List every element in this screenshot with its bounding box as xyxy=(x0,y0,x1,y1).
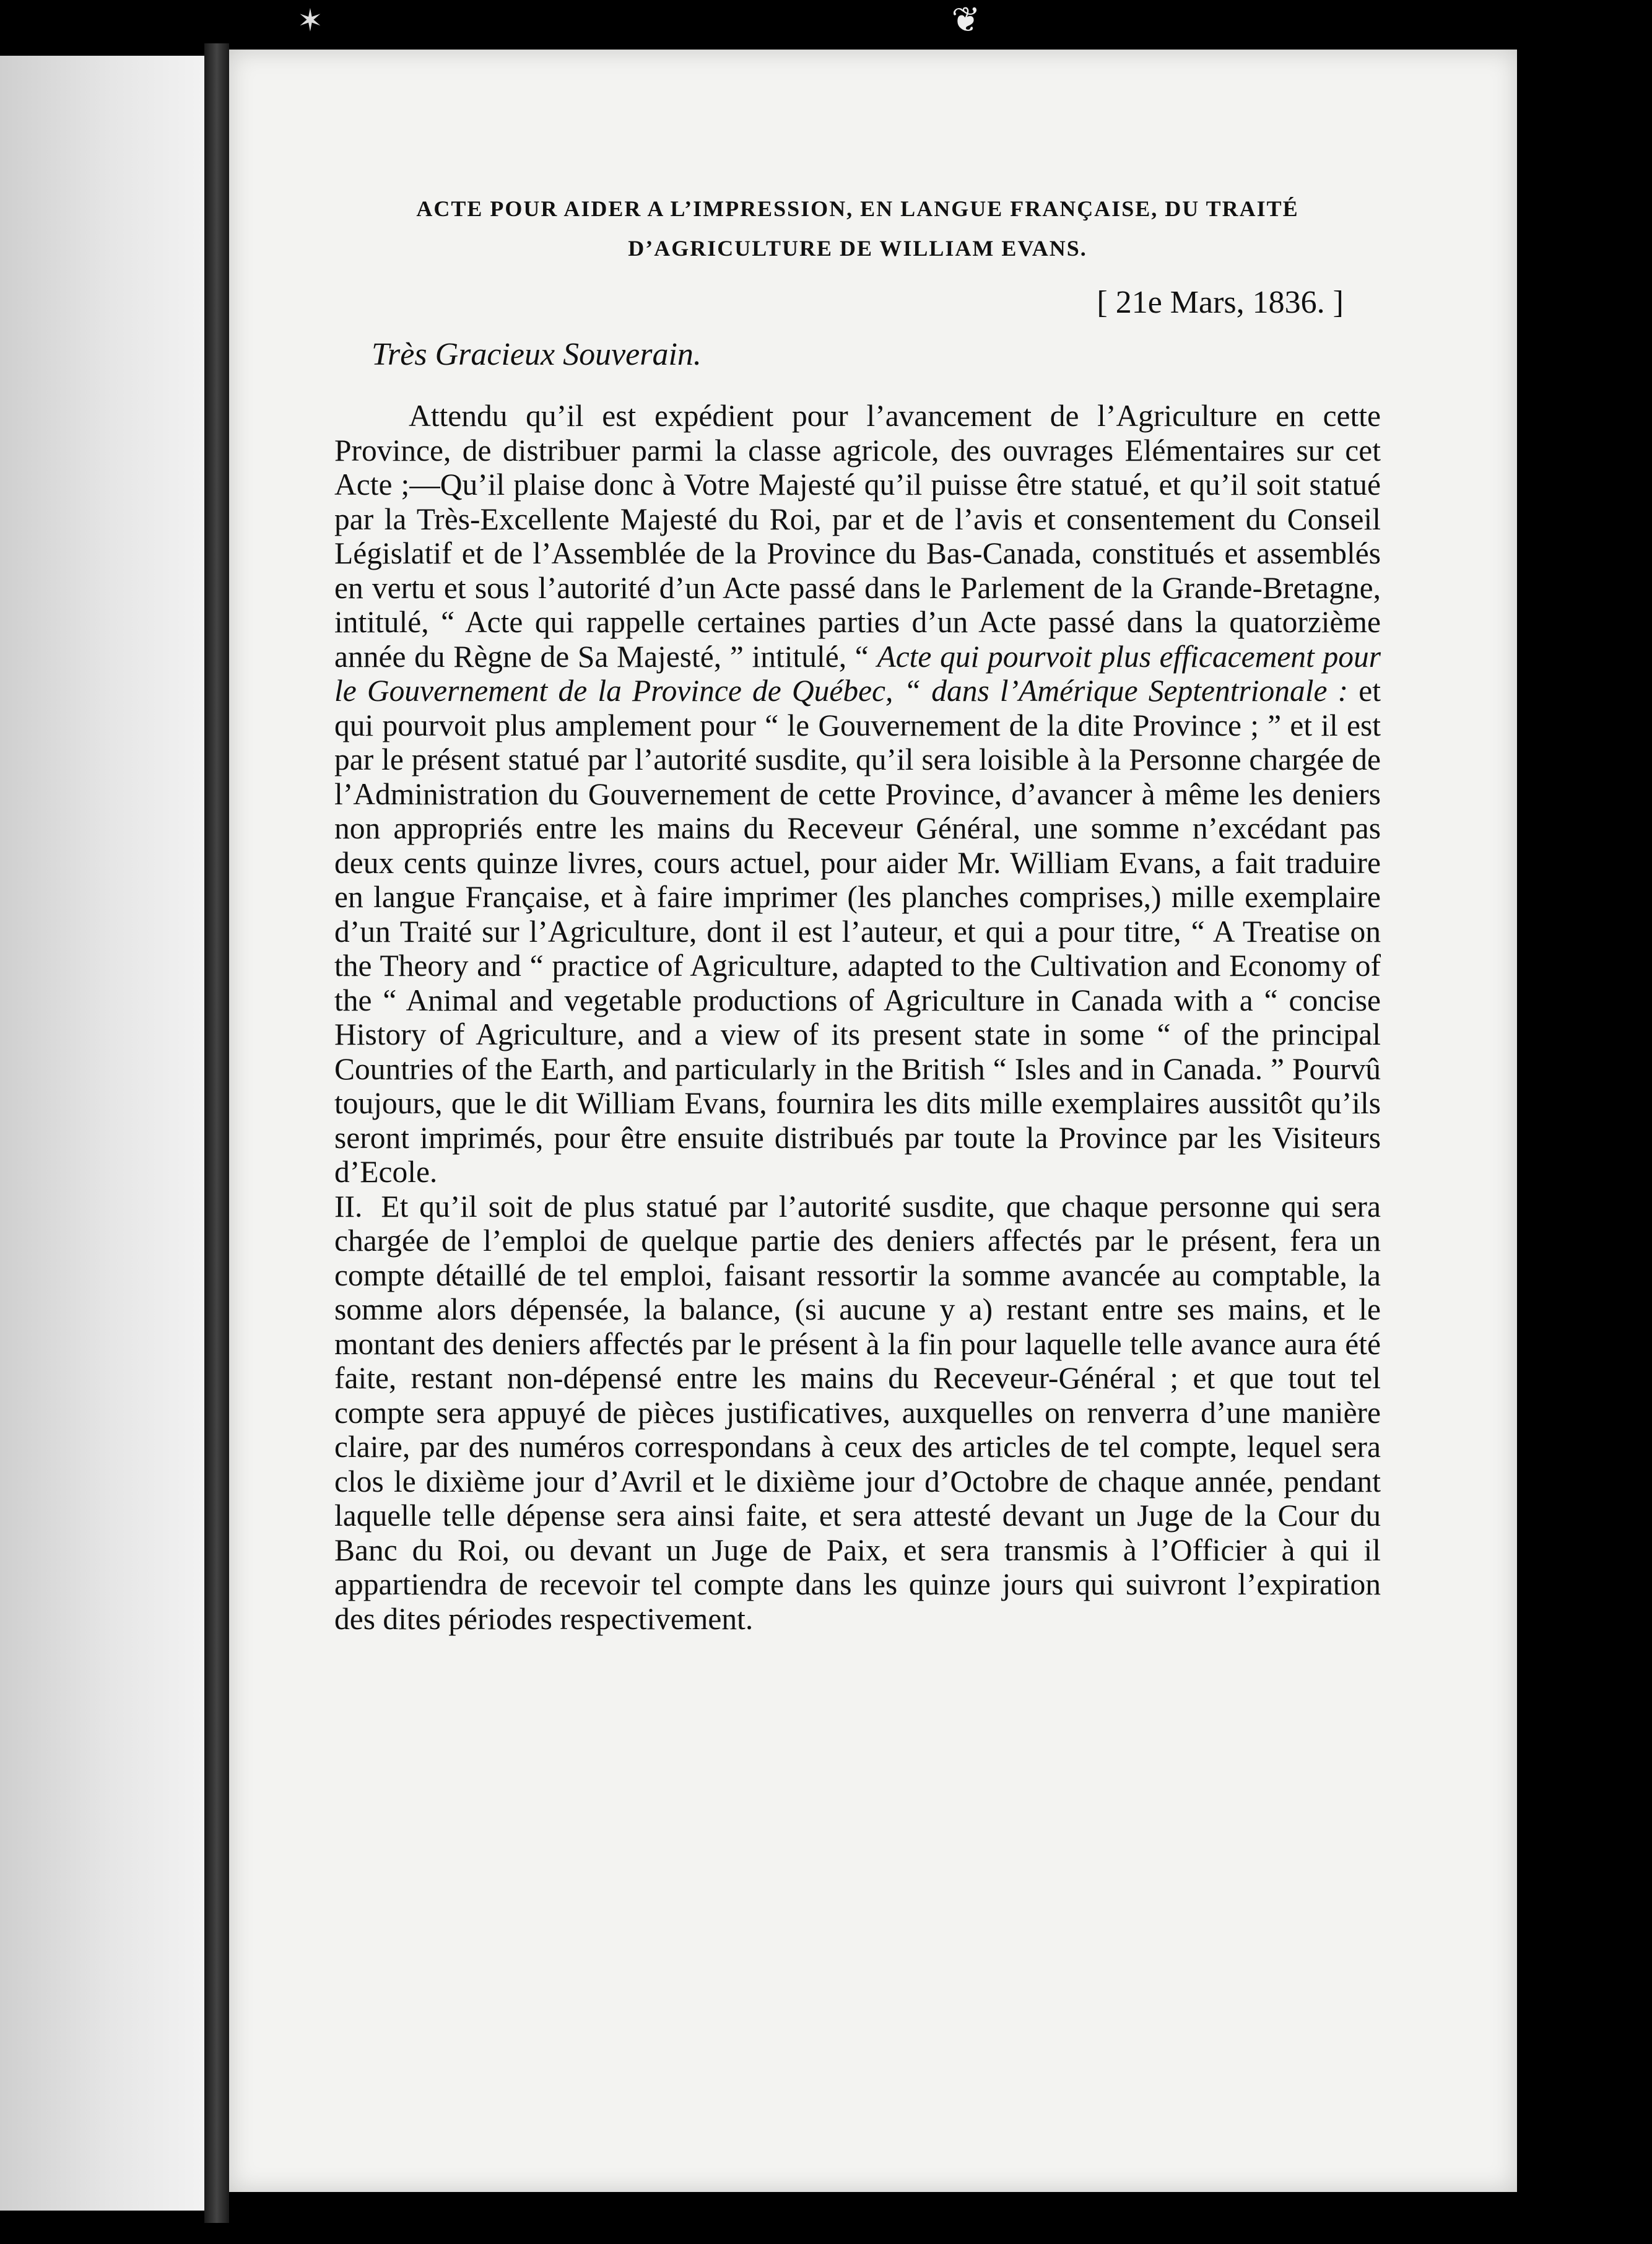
scan-mark: ✶ xyxy=(297,3,323,38)
preamble-text-a: Attendu qu’il est expédient pour l’avancement de l’Agriculture en cette Province, de distribuer parmi la classe agricole, des ouvrages Elémentaires sur cet Acte ;—Qu’il plaise donc à Votre Majesté qu’il puisse être statué, et qu’il soit statué par la Très-Excellente Majesté du Roi, par et de l’avis et consentement du Conseil Législatif et de l’Assemblée de la Province du Bas-Canada, constitués et assemblés en vertu et sous l’autorité d’un Acte passé dans le Parlement de la Grande-Bretagne, intitulé, “ Acte qui rappelle certaines parties d’un Acte passé dans la quatorzième année du Règne de Sa Majesté, ” intitulé, “ xyxy=(334,399,1381,674)
section-2-text: Et qu’il soit de plus statué par l’autorité susdite, que chaque personne qui sera chargée de l’emploi de quelque partie des deniers affectés par le présent, fera un compte détaillé de tel emploi, faisant ressortir la somme avancée au comptable, la somme alors dépensée, la balance, (si aucune y a) restant entre ses mains, et le montant des deniers affectés par le présent à la fin pour laquelle telle avance aura été faite, restant non-dépensé entre les mains du Receveur-Général ; et que tout tel compte sera appuyé de pièces justificatives, auxquelles on renverra d’une manière claire, par des numéros correspondans à ceux des articles de tel compte, lequel sera clos le dixième jour d’Avril et le dixième jour d’Octobre de chaque année, pendant laquelle telle dépense sera ainsi faite, et sera attesté devant un Juge de la Cour du Banc du Roi, ou devant un Juge de Paix, et sera transmis à l’Officier à qui il appartiendra de recevoir tel compte dans les quinze jours qui suivront l’expiration des dites périodes respectivement. xyxy=(334,1189,1381,1636)
act-date: [ 21e Mars, 1836. ] xyxy=(1097,285,1344,320)
page-content xyxy=(334,189,1381,1636)
preamble-paragraph xyxy=(334,399,1381,1189)
section-number: II. xyxy=(334,1189,363,1224)
ornament-icon: ❦ xyxy=(951,1,981,40)
preamble-text-b: et qui pourvoit plus amplement pour “ le Gouvernement de la dite Province ; ” et il est par le présent statué par l’autorité susdite, qu’il sera loisible à la Personne chargée de l’Administration du Gouvernement de cette Province, d’avancer à même les deniers non appropriés entre les mains du Receveur Général, une somme n’excédant pas deux cents quinze livres, cours actuel, pour aider Mr. William Evans, a fait traduire en langue Française, et à faire imprimer (les planches comprises,) mille exemplaire d’un Traité sur l’Agriculture, dont il est l’auteur, et qui a pour titre, “ A Treatise on the Theory and “ practice of Agriculture, adapted to the Cultivation and Economy of the “ Animal and vegetable productions of Agriculture in Canada with a “ concise History of Agriculture, and a view of its present state in some “ of the principal Countries of the Earth, and particularly in the British “ Isles and in Canada. ” Pourvû toujours, que le dit William Evans, fournira les dits mille exemplaires aussitôt qu’ils seront imprimés, pour être ensuite distribués par toute la Province par les Visiteurs d’Ecole. xyxy=(334,674,1381,1189)
salutation: Très Gracieux Souverain. xyxy=(372,336,702,372)
act-title-line-2: D’AGRICULTURE DE WILLIAM EVANS. xyxy=(628,236,1087,261)
facing-page-edge xyxy=(0,56,204,2211)
quebec-act-title: Acte qui pourvoit plus efficacement pour le Gouvernement de la Province de Québec, “ dans l’Amérique Septentrionale : xyxy=(334,639,1381,708)
book-gutter xyxy=(204,43,229,2223)
section-2-paragraph xyxy=(334,1189,1381,1637)
act-title-line-1: ACTE POUR AIDER A L’IMPRESSION, EN LANGUE FRANÇAISE, DU TRAITÉ xyxy=(416,196,1299,221)
